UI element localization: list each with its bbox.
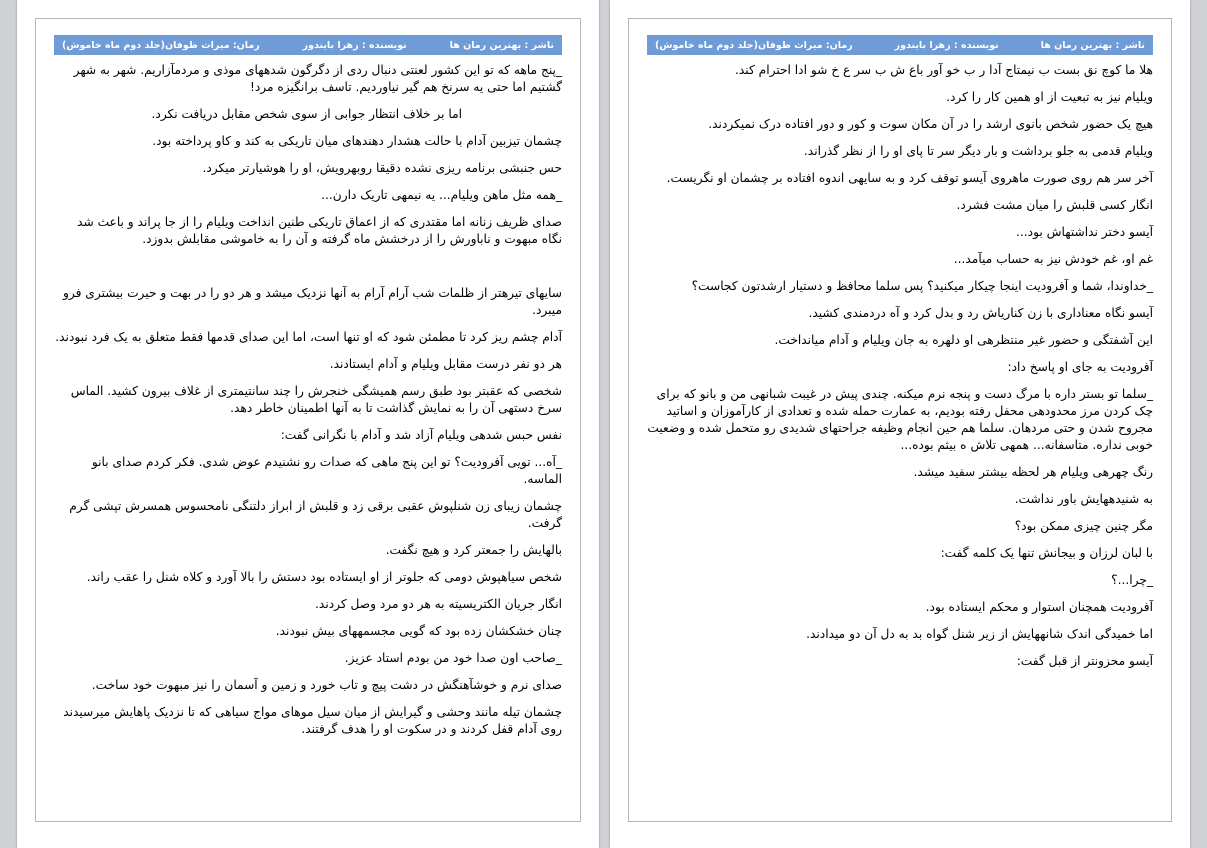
paragraph: شخص سیاهپوش دومی که جلوتر از او ایستاده بود دستش را بالا آورد و کلاه شنل را عقب راند. <box>86 570 562 584</box>
page-body <box>54 62 562 748</box>
header-novel-title: رمان: میراث طوفان(جلد دوم ماه خاموش) <box>62 39 260 51</box>
paragraph: اما بر خلاف انتظار جوابی از سوی شخص مقابل دریافت نکرد. <box>151 107 462 121</box>
paragraph: این آشفتگی و حضور غیر منتظرهی او دلهره به جان ویلیام و آدام میانداخت. <box>774 333 1153 347</box>
paragraph: آخر سر هم روی صورت ماهروی آیسو توقف کرد و به سایهی اندوه افتاده بر چشمان او نگریست. <box>666 171 1153 185</box>
header-author: نویسنده : زهرا بایندور <box>302 39 407 51</box>
paragraph: صدای ظریف زنانه اما مقتدری که از اعماق تاریکی طنین انداخت ویلیام را از جا پراند و باعث شد نگاه مبهوت و ناباورش را از درخشش ماه گرفته و آن را به خاموشی مقابلش بدوزد. <box>77 215 562 246</box>
paragraph: چنان خشکشان زده بود که گویی مجسمههای بیش نبودند. <box>275 624 562 638</box>
paragraph: ویلیام نیز به تبعیت از او همین کار را کرد. <box>946 90 1153 104</box>
paragraph: نفس حبس شدهی ویلیام آزاد شد و آدام با نگرانی گفت: <box>280 428 562 442</box>
paragraph: انگار جریان الکتریسیته به هر دو مرد وصل کردند. <box>315 597 562 611</box>
paragraph: آیسو دختر نداشتهاش بود... <box>1016 225 1153 239</box>
paragraph: ویلیام قدمی به جلو برداشت و بار دیگر سر تا پای او را از نظر گذراند. <box>803 144 1153 158</box>
header-publisher: ناشر : بهترین رمان ها <box>1040 39 1145 51</box>
paragraph: هیچ یک حضور شخص بانوی ارشد را در آن مکان سوت و کور و دور افتاده درک نمیکردند. <box>708 117 1153 131</box>
page-header <box>647 35 1153 55</box>
paragraph: شخصی که عقبتر بود طبق رسم همیشگی خنجرش را چند سانتیمتری از غلاف بیرون کشید. الماس سرخ دستهی آن را به نمایش گذاشت تا به آنها اطمینان خاطر دهد. <box>70 384 562 415</box>
header-author: نویسنده : زهرا بایندور <box>894 39 999 51</box>
blank-paragraph <box>54 258 562 275</box>
document-page-left <box>17 0 599 848</box>
paragraph: انگار کسی قلبش را میان مشت فشرد. <box>956 198 1153 212</box>
paragraph: با لبان لرزان و بیجانش تنها یک کلمه گفت: <box>940 546 1153 560</box>
paragraph: آفرودیت به جای او پاسخ داد: <box>1007 360 1153 374</box>
header-publisher: ناشر : بهترین رمان ها <box>449 39 554 51</box>
paragraph: _همه مثل ماهن ویلیام... یه نیمهی تاریک دارن... <box>321 188 562 202</box>
paragraph: _آه... تویی آفرودیت؟ تو این پنج ماهی که صدات رو نشنیدم عوض شدی. فکر کردم صدای بانو الماسه. <box>91 455 562 486</box>
paragraph: اما خمیدگی اندک شانههایش از زیر شنل گواه بد به دل آن دو میدادند. <box>806 627 1153 641</box>
paragraph: غم او، غم خودش نیز به حساب میآمد... <box>953 252 1153 266</box>
paragraph: چشمان زیبای زن شنلپوش عقبی برقی زد و قلبش از ابراز دلتنگی نامحسوس همسرش تپشی گرم گرفت. <box>69 499 562 530</box>
paragraph: _صاحب اون صدا خود من بودم استاد عزیز. <box>344 651 562 665</box>
paragraph: به شنیدههایش باور نداشت. <box>1014 492 1153 506</box>
paragraph: چشمان تیله مانند وحشی و گیرایش از میان سیل موهای مواج سیاهی که تا نزدیک پاهایش میرسیدند روی آدام قفل کردند و در سکوت او را هدف گرفتند. <box>63 705 562 736</box>
paragraph: آدام چشم ریز کرد تا مطمئن شود که او تنها است، اما این صدای قدمها فقط متعلق به یک فرد نبودند. <box>55 330 562 344</box>
paragraph: صدای نرم و خوشآهنگش در دشت پیچ و تاب خورد و زمین و آسمان را نیز مبهوت خود ساخت. <box>91 678 562 692</box>
paragraph: رنگ چهرهی ویلیام هر لحظه بیشتر سفید میشد. <box>913 465 1153 479</box>
paragraph: _سلما تو بستر داره با مرگ دست و پنجه نرم میکنه. چندی پیش در غیبت شبانهی من و بانو که برای چک کردن مرز محدودهی محفل رفته بودیم، به عمارت حمله شده و تعدادی از کارآموزان و اساتید مجروح شدن و حتی مردهان. سلما هم حین انجام وظیفه جراحتهای شدیدی رو متحمل شده و وضعیت خوبی نداره. متاسفانه... همهی تلاش ه بیثم بوده... <box>647 387 1153 452</box>
paragraph: بالهایش را جمعتر کرد و هیچ نگفت. <box>385 543 562 557</box>
page-body <box>647 62 1153 680</box>
paragraph: سایهای تیرهتر از ظلمات شب آرام آرام به آنها نزدیک میشد و هر دو را در بهت و حیرت بیشتری فرو میبرد. <box>63 286 562 317</box>
header-novel-title: رمان: میراث طوفان(جلد دوم ماه خاموش) <box>655 39 853 51</box>
paragraph: آیسو نگاه معناداری با زن کناریاش رد و بدل کرد و آه دردمندی کشید. <box>808 306 1153 320</box>
paragraph: چشمان تیزبین آدام با حالت هشدار دهندهای میان تاریکی به کند و کاو پرداخته بود. <box>152 134 562 148</box>
paragraph: آیسو محزونتر از قبل گفت: <box>1016 654 1153 668</box>
paragraph: _پنج ماهه که تو این کشور لعنتی دنبال ردی از دگرگون شدههای موذی و مردمآزاریم. شهر به شهر گشتیم اما حتی یه سرنخ هم گیر نیاوردیم. تاسف برانگیزه مرد! <box>73 63 562 94</box>
paragraph: مگر چنین چیزی ممکن بود؟ <box>1014 519 1153 533</box>
paragraph: _چرا...؟ <box>1111 573 1153 587</box>
paragraph: _خداوندا، شما و آفرودیت اینجا چیکار میکنید؟ پس سلما محافظ و دستیار ارشدتون کجاست؟ <box>691 279 1153 293</box>
document-page-right <box>610 0 1190 848</box>
paragraph: هر دو نفر درست مقابل ویلیام و آدام ایستادند. <box>329 357 562 371</box>
paragraph: آفرودیت همچنان استوار و محکم ایستاده بود. <box>925 600 1153 614</box>
page-header <box>54 35 562 55</box>
paragraph: حس جنبشی برنامه ریزی نشده دقیقا روبهرویش، او را هوشیارتر میکرد. <box>202 161 562 175</box>
paragraph: هلا ما کوچ نق بست ب نیمتاج آدا ر ب خو آور باع ش ب سر ع خ شو ادا احترام کند. <box>735 63 1153 77</box>
